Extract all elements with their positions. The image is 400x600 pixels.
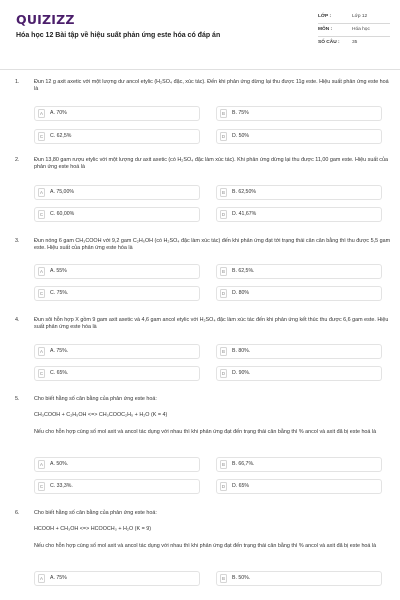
question-text <box>34 157 392 178</box>
answer-text: B. 62,50% <box>232 188 256 195</box>
answer-text: C. 75%. <box>50 289 69 296</box>
answer-text: A. 75%. <box>50 347 69 354</box>
answer-option-a[interactable] <box>34 106 200 121</box>
answer-text: D. 80% <box>232 289 250 296</box>
meta-value: Lớp 12 <box>352 13 368 19</box>
answer-option-d[interactable] <box>216 129 382 144</box>
answer-text: C. 33,3%. <box>50 482 73 489</box>
question-number: 4. <box>15 317 20 323</box>
meta-key: LỚP : <box>318 13 332 19</box>
question-text <box>34 238 392 259</box>
question-number: 1. <box>15 79 20 85</box>
answer-letter: A <box>38 347 45 356</box>
meta-value: Hóa học <box>352 26 370 32</box>
answer-letter: A <box>38 460 45 469</box>
answer-option-b[interactable] <box>216 344 382 359</box>
answer-letter: A <box>38 188 45 197</box>
answer-option-a[interactable] <box>34 571 200 586</box>
reaction-equation: CH₃COOH + C₂H₅OH <=> CH₃COOC₂H₅ + H₂O (K = 4) <box>34 412 168 419</box>
answer-letter: D <box>220 369 227 378</box>
answer-text: A. 75% <box>50 574 67 581</box>
question-number: 3. <box>15 238 20 244</box>
question-paragraph: Nếu cho hỗn hợp cùng số mol axit và ancol tác dụng với nhau thì khi phản ứng đạt đến trạng thái cân bằng thì % ancol và axit đã bị este hoá là <box>34 542 377 549</box>
answer-text: A. 75,00% <box>50 188 74 195</box>
answer-text: C. 62,5% <box>50 132 72 139</box>
answer-letter: B <box>220 460 227 469</box>
answer-letter: C <box>38 482 45 491</box>
question-number: 5. <box>15 396 20 402</box>
answer-text: B. 62,5%. <box>232 267 255 274</box>
question-paragraph: Cho biết hằng số cân bằng của phản ứng este hoá: <box>34 510 157 516</box>
answer-option-c[interactable] <box>34 366 200 381</box>
meta-key: MÔN : <box>318 26 333 32</box>
question-text <box>34 79 392 100</box>
question-number: 2. <box>15 157 20 163</box>
answer-letter: B <box>220 347 227 356</box>
answer-letter: D <box>220 210 227 219</box>
question-paragraph: Nếu cho hỗn hợp cùng số mol axit và ancol tác dụng với nhau thì khi phản ứng đạt đến trạng thái cân bằng thì % ancol và axit đã bị este hoá là <box>34 428 377 435</box>
header-divider <box>0 69 400 70</box>
answer-option-d[interactable] <box>216 366 382 381</box>
answer-option-b[interactable] <box>216 457 382 472</box>
answer-text: D. 90%. <box>232 369 251 376</box>
answer-letter: B <box>220 267 227 276</box>
answer-letter: A <box>38 574 45 583</box>
answer-text: A. 70% <box>50 109 67 116</box>
answer-option-c[interactable] <box>34 207 200 222</box>
answer-letter: C <box>38 369 45 378</box>
answer-text: A. 55% <box>50 267 67 274</box>
question-text <box>34 396 392 442</box>
answer-option-b[interactable] <box>216 571 382 586</box>
answer-letter: C <box>38 289 45 298</box>
meta-row-class <box>318 11 390 24</box>
answer-letter: B <box>220 574 227 583</box>
meta-row-subject <box>318 24 390 37</box>
question-number: 6. <box>15 510 20 516</box>
question-text <box>34 317 392 338</box>
answer-option-c[interactable] <box>34 479 200 494</box>
question-text <box>34 510 392 556</box>
answer-letter: B <box>220 188 227 197</box>
answer-option-b[interactable] <box>216 106 382 121</box>
answer-letter: C <box>38 132 45 141</box>
answer-text: B. 80%. <box>232 347 251 354</box>
answer-option-a[interactable] <box>34 264 200 279</box>
answer-text: D. 50% <box>232 132 250 139</box>
quizizz-logo: QUIZIZZ <box>16 12 75 27</box>
answer-letter: D <box>220 482 227 491</box>
worksheet-header <box>0 0 400 70</box>
answer-option-d[interactable] <box>216 479 382 494</box>
answer-letter: C <box>38 210 45 219</box>
answer-option-a[interactable] <box>34 344 200 359</box>
answer-letter: B <box>220 109 227 118</box>
answer-text: A. 50%. <box>50 460 69 467</box>
answer-letter: A <box>38 267 45 276</box>
answer-option-c[interactable] <box>34 286 200 301</box>
answer-text: B. 66,7%. <box>232 460 255 467</box>
answer-letter: A <box>38 109 45 118</box>
answer-option-d[interactable] <box>216 207 382 222</box>
answer-option-b[interactable] <box>216 264 382 279</box>
question-paragraph: Đun 13,80 gam rượu etylic với một lượng dư axit axetic (có H₂SO₄ đặc làm xúc tác). Khi phản ứng dừng lại thu được 11,00 gam este. Hiệu suất của phản ứng este hoá là <box>34 157 389 171</box>
answer-option-b[interactable] <box>216 185 382 200</box>
answer-text: D. 65% <box>232 482 250 489</box>
answer-letter: D <box>220 289 227 298</box>
meta-value: 35 <box>352 40 358 46</box>
answer-option-a[interactable] <box>34 185 200 200</box>
answer-text: C. 65%. <box>50 369 69 376</box>
page-title: Hóa học 12 Bài tập về hiệu suất phản ứng este hóa có đáp án <box>16 32 221 39</box>
meta-row-count <box>318 37 390 50</box>
answer-option-d[interactable] <box>216 286 382 301</box>
answer-option-c[interactable] <box>34 129 200 144</box>
meta-table <box>318 11 390 50</box>
answer-text: B. 75% <box>232 109 249 116</box>
question-paragraph: Đun 12 g axit axetic với một lượng dư ancol etylic (H₂SO₄ đặc, xúc tác). Đến khi phản ứng dừng lại thu được 11g este. Hiệu suất phản ứng este hoá là <box>34 79 389 93</box>
answer-text: B. 50%. <box>232 574 251 581</box>
reaction-equation: HCOOH + CH₃OH <=> HCOOCH₃ + H₂O (K = 9) <box>34 526 152 533</box>
meta-key: SỐ CÂU : <box>318 40 340 46</box>
question-paragraph: Đun sôi hỗn hợp X gồm 9 gam axit axetic và 4,6 gam ancol etylic với H₂SO₄ đặc làm xúc tác đến khi phản ứng kết thúc thu được 6,6 gam este. Hiệu suất phản ứng este hóa là <box>34 317 389 331</box>
answer-letter: D <box>220 132 227 141</box>
question-paragraph: Cho biết hằng số cân bằng của phản ứng este hoá: <box>34 396 157 402</box>
answer-option-a[interactable] <box>34 457 200 472</box>
answer-text: C. 60,00% <box>50 210 75 217</box>
answer-text: D. 41,67% <box>232 210 257 217</box>
question-paragraph: Đun nóng 6 gam CH₃COOH với 9,2 gam C₂H₅OH (có H₂SO₄ đặc làm xúc tác) đến khi phản ứng đạt tới trạng thái cân cân bằng thì thu được 5,5 gam este. Hiệu suất của phản ứng este hóa là <box>34 238 391 252</box>
